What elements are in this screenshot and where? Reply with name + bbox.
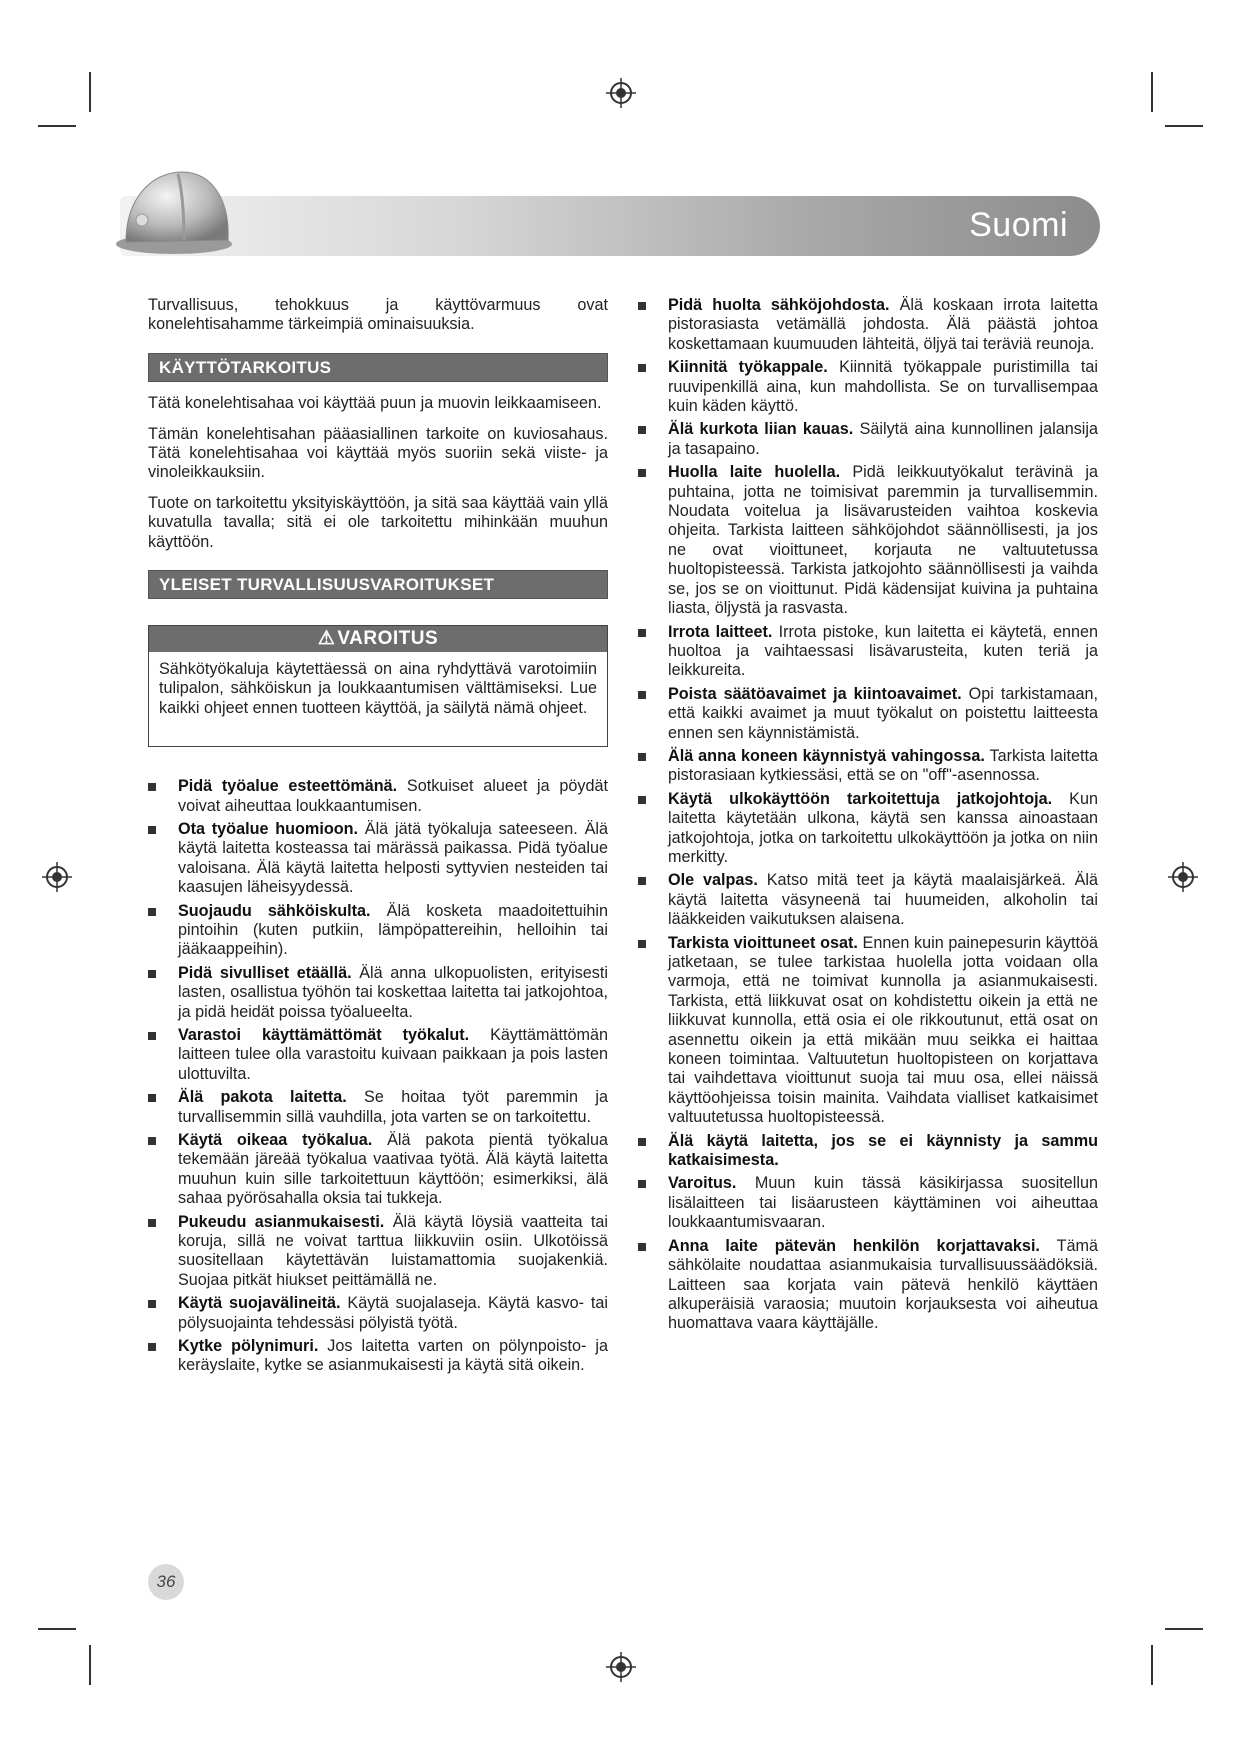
list-item: Älä pakota laitetta. Se hoitaa työt paremmin ja turvallisemmin sillä vauhdilla, jota varten se on tarkoitettu.: [148, 1088, 608, 1127]
bullet-icon: [638, 364, 646, 372]
crop-mark: [38, 125, 76, 127]
list-item: Pidä huolta sähköjohdosta. Älä koskaan irrota laitetta pistorasiasta vetämällä johdosta. Älä päästä johtoa koskettamaan kuumuuden lähteitä, öljyä tai teräviä reunoja.: [638, 296, 1098, 354]
bullet-icon: [638, 629, 646, 637]
bullet-icon: [148, 1219, 156, 1227]
warning-title: VAROITUS: [337, 628, 439, 650]
safety-list-left: [148, 777, 608, 1376]
registration-mark-icon: [1168, 862, 1198, 892]
header-banner: [120, 196, 1100, 256]
bullet-icon: [638, 691, 646, 699]
bullet-icon: [638, 940, 646, 948]
bullet-icon: [148, 826, 156, 834]
list-item: Poista säätöavaimet ja kiintoavaimet. Opi tarkistamaan, että kaikki avaimet ja muut työkalut on poistettu laitteesta ennen sen käynnistämistä.: [638, 685, 1098, 743]
list-item: Suojaudu sähköiskulta. Älä kosketa maadoitettuihin pintoihin (kuten putkiin, lämpöpattereihin, helloihin tai jääkaappeihin).: [148, 902, 608, 960]
list-item: Ota työalue huomioon. Älä jätä työkaluja sateeseen. Älä käytä laitetta kosteassa tai märässä paikassa. Pidä työalue valoisana. Älä käytä laitetta helposti syttyvien nesteiden tai kaasujen läheisyydessä.: [148, 820, 608, 898]
list-item: Huolla laite huolella. Pidä leikkuutyökalut terävinä ja puhtaina, jotta ne toimisivat paremmin ja turvallisemmin. Noudata voitelua ja lisävarusteiden vaihtoa koskevia ohjeita. Tarkista laitteen sähköjohdot säännöllisesti, ja jos ne ovat vioittuneet, korjauta ne valtuutetussa huoltopisteessä. Tarkista jatkojohto säännöllisesti ja vaihda se, jos se on vioittunut. Pidä kädensijat kuivina ja puhtaina liasta, öljystä ja rasvasta.: [638, 463, 1098, 618]
crop-mark: [1165, 1628, 1203, 1630]
registration-mark-icon: [606, 1652, 636, 1682]
bullet-icon: [148, 1137, 156, 1145]
intro-text: Turvallisuus, tehokkuus ja käyttövarmuus ovat konelehtisahamme tärkeimpiä ominaisuuksia.: [148, 296, 608, 334]
general-safety-heading: YLEISET TURVALLISUUSVAROITUKSET: [148, 570, 608, 599]
list-item: Pukeudu asianmukaisesti. Älä käytä löysiä vaatteita tai koruja, sillä ne voivat tarttua liikkuviin osiin. Ulkotöissä suositellaan käytettävän luistamattomia suojakenkiä. Suojaa pitkät hiukset peittämällä ne.: [148, 1213, 608, 1291]
list-item: Irrota laitteet. Irrota pistoke, kun laitetta ei käytetä, ennen huoltoa ja vaihtaessasi lisävarusteita, kuten teriä ja leikkureita.: [638, 623, 1098, 681]
crop-mark: [38, 1628, 76, 1630]
list-item: Käytä oikeaa työkalua. Älä pakota pientä työkalua tekemään järeää työkalua vaativaa työtä. Älä käytä laitetta muuhun kuin sille tarkoitettuun käyttöön; esimerkiksi, älä sahaa pyörösahalla oksia tai tukkeja.: [148, 1131, 608, 1209]
purpose-paragraph: Tuote on tarkoitettu yksityiskäyttöön, ja sitä saa käyttää vain yllä kuvatulla tavalla; sitä ei ole tarkoitettu mihinkään muuhun käyttöön.: [148, 493, 608, 551]
crop-mark: [89, 72, 91, 112]
page-number: 36: [148, 1564, 184, 1600]
bullet-icon: [148, 1300, 156, 1308]
purpose-heading: KÄYTTÖTARKOITUS: [148, 353, 608, 382]
list-item: Käytä ulkokäyttöön tarkoitettuja jatkojohtoja. Kun laitetta käytetään ulkona, käytä sen kanssa ainoastaan jatkojohtoja, jotka on tarkoitettu ulkokäyttöön ja jotka on niin merkitty.: [638, 790, 1098, 868]
list-item: Älä anna koneen käynnistyä vahingossa. Tarkista laitetta pistorasiaan kytkiessäsi, että se on "off"-asennossa.: [638, 747, 1098, 786]
list-item: Ole valpas. Katso mitä teet ja käytä maalaisjärkeä. Älä käytä laitetta väsyneenä tai huumeiden, alkoholin tai lääkkeiden vaikutuksen alaisena.: [638, 871, 1098, 929]
crop-mark: [89, 1645, 91, 1685]
bullet-icon: [148, 1094, 156, 1102]
warning-text: Sähkötyökaluja käytettäessä on aina ryhdyttävä varotoimiin tulipalon, sähköiskun ja loukkaantumisen välttämiseksi. Lue kaikki ohjeet ennen tuotteen käyttöä, ja säilytä nämä ohjeet.: [159, 659, 597, 717]
bullet-icon: [638, 1180, 646, 1188]
warning-box: [148, 625, 608, 747]
crop-mark: [1165, 125, 1203, 127]
warning-header: [149, 626, 607, 651]
bullet-icon: [638, 1243, 646, 1251]
left-column: [148, 296, 608, 1380]
list-item: Älä kurkota liian kauas. Säilytä aina kunnollinen jalansija ja tasapaino.: [638, 420, 1098, 459]
purpose-paragraph: Tämän konelehtisahan pääasiallinen tarkoite on kuviosahaus. Tätä konelehtisahaa voi käyttää myös suoriin sekä viiste- ja vinoleikkauksiin.: [148, 424, 608, 482]
list-item: Käytä suojavälineitä. Käytä suojalaseja. Käytä kasvo- tai pölysuojainta tehdessäsi pölyistä työtä.: [148, 1294, 608, 1333]
list-item: Varoitus. Muun kuin tässä käsikirjassa suositellun lisälaitteen tai lisäarusteen käyttäminen voi aiheuttaa loukkaantumisvaaran.: [638, 1174, 1098, 1232]
bullet-icon: [148, 1032, 156, 1040]
bullet-icon: [148, 908, 156, 916]
right-column: [638, 296, 1098, 1338]
bullet-icon: [638, 302, 646, 310]
bullet-icon: [148, 1343, 156, 1351]
list-item: Pidä sivulliset etäällä. Älä anna ulkopuolisten, erityisesti lasten, osallistua työhön tai koskettaa laitetta tai jatkojohtoa, ja pidä heidät poissa työalueelta.: [148, 964, 608, 1022]
safety-helmet-icon: [112, 160, 242, 260]
list-item: Anna laite pätevän henkilön korjattavaksi. Tämä sähkölaite noudattaa asianmukaisia turvallisuussäädöksiä. Laitteen saa korjata vain pätevä henkilö käyttäen alkuperäisiä varaosia; muutoin korjauksesta voi aiheutua huomattava vaara käyttäjälle.: [638, 1237, 1098, 1334]
bullet-icon: [638, 426, 646, 434]
registration-mark-icon: [42, 862, 72, 892]
list-item: Kytke pölynimuri. Jos laitetta varten on pölynpoisto- ja keräyslaite, kytke se asianmukaisesti ja käytä sitä oikein.: [148, 1337, 608, 1376]
crop-mark: [1151, 72, 1153, 112]
bullet-icon: [638, 469, 646, 477]
bullet-icon: [148, 783, 156, 791]
registration-mark-icon: [606, 78, 636, 108]
list-item: Tarkista vioittuneet osat. Ennen kuin painepesurin käyttöä jatketaan, se tulee tarkistaa huolella jotta voidaan olla varmoja, että ne toimivat kunnolla ja asianmukaisesti. Tarkista, että liikkuvat osat on kohdistettu oikein ja että ne liikkuvat kunnolla, että osia ei ole rikkoutunut, että osat on asennettu oikein ja että mikään muu seikka ei haittaa koneen toimintaa. Valtuutetun huoltopisteen on korjattava tai vaihdettava vioittunut suoja tai muu osa, ellei näissä käyttöohjeissa toisin mainita. Vaihdata vialliset katkaisimet valtuutetussa huoltopisteessä.: [638, 934, 1098, 1128]
bullet-icon: [638, 796, 646, 804]
warning-triangle-icon: ⚠: [317, 628, 336, 650]
language-title: Suomi: [969, 206, 1068, 244]
bullet-icon: [148, 970, 156, 978]
purpose-paragraph: Tätä konelehtisahaa voi käyttää puun ja muovin leikkaamiseen.: [148, 394, 602, 413]
list-item: Älä käytä laitetta, jos se ei käynnisty ja sammu katkaisimesta.: [638, 1132, 1098, 1171]
crop-mark: [1151, 1645, 1153, 1685]
list-item: Varastoi käyttämättömät työkalut. Käyttämättömän laitteen tulee olla varastoitu kuivaan paikkaan ja pois lasten ulottuvilta.: [148, 1026, 608, 1084]
safety-list-right: [638, 296, 1098, 1334]
bullet-icon: [638, 877, 646, 885]
bullet-icon: [638, 753, 646, 761]
list-item: Kiinnitä työkappale. Kiinnitä työkappale puristimilla tai ruuvipenkillä aina, kun mahdollista. Se on turvallisempaa kuin käden käyttö.: [638, 358, 1098, 416]
bullet-icon: [638, 1138, 646, 1146]
list-item: Pidä työalue esteettömänä. Sotkuiset alueet ja pöydät voivat aiheuttaa loukkaantumisen.: [148, 777, 608, 816]
